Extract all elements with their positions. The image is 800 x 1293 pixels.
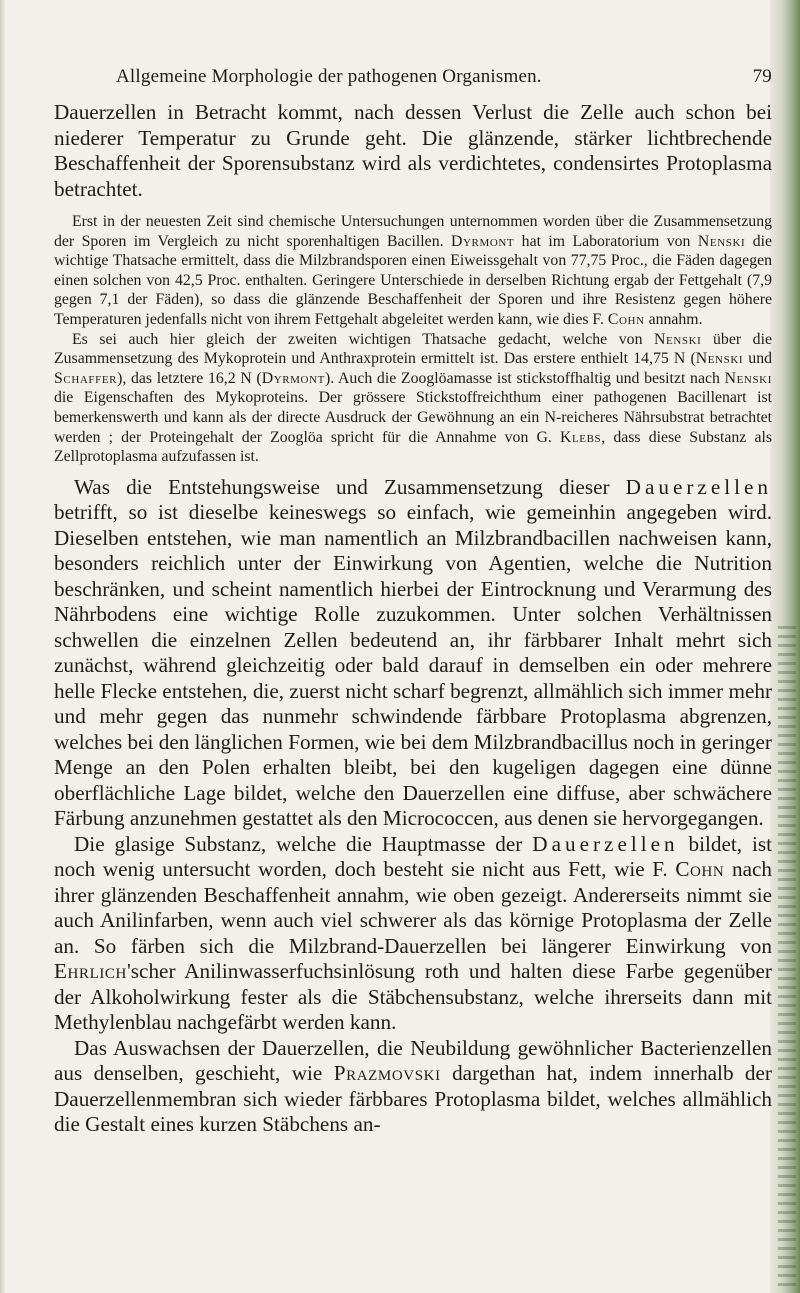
text: Die glasige Substanz, welche die Hauptmasse der (74, 831, 523, 856)
text: dargethan hat, indem innerhalb der Dauerzellenmembran sich wieder färbbares Protoplasma bildet, welches allmählich die Gestalt eines kurzen Stäbchens an- (54, 1061, 772, 1137)
text: und (748, 350, 772, 368)
author-name: Ehrlich (54, 959, 127, 984)
author-name: Dyrmont (450, 232, 515, 250)
small-paragraph-mykoprotein (54, 330, 772, 467)
book-spine-edge (770, 0, 800, 1293)
book-page (54, 66, 772, 1138)
text: annahm. (648, 310, 703, 328)
author-name: Klebs (559, 428, 602, 446)
author-name: Prazmovski (333, 1061, 441, 1086)
paragraph-glasige-substanz (54, 832, 772, 1036)
author-name: Dyrmont (261, 369, 325, 387)
paragraph-sporensubstanz (54, 100, 772, 202)
running-title: Allgemeine Morphologie der pathogenen Organismen. (116, 66, 542, 87)
author-name: Nenski (697, 232, 746, 250)
spaced-term: Dauerzellen (532, 831, 679, 856)
author-name: Schaffer (54, 369, 118, 387)
author-name: Nenski (724, 369, 772, 387)
page-number: 79 (752, 66, 772, 87)
small-paragraph-untersuchungen (54, 212, 772, 330)
text: ). Auch die Zooglöamasse ist stickstoffhaltig und besitzt nach (324, 369, 720, 387)
paragraph-entstehungsweise (54, 475, 772, 832)
text: bildet, ist noch wenig untersucht worden, doch besteht sie nicht aus Fett, wie F. (54, 831, 773, 882)
paragraph-auswachsen (54, 1036, 772, 1138)
text: , dass diese Substanz als Zellprotoplasma aufzufassen ist. (54, 428, 773, 466)
author-name: Cohn (607, 310, 645, 328)
author-name: Nenski (695, 350, 744, 368)
text: ), das letztere 16,2 N ( (117, 369, 262, 387)
text: nach ihrer glänzenden Beschaffenheit annahm, wie oben gezeigt. Andererseits nimmt sie auch Anilinfarben, wenn auch viel schwerer als das körnige Protoplasma der Zelle an. So färben sich die Milzbrand-Dauerzellen bei längerer Einwirkung von (54, 857, 772, 958)
text: Das Auswachsen der Dauerzellen, die Neubildung gewöhnlicher Bacterienzellen aus denselben, geschieht, wie (54, 1035, 772, 1086)
text: Es sei auch hier gleich der zweiten wichtigen Thatsache gedacht, welche von (72, 330, 643, 348)
page-left-shadow (0, 0, 6, 1293)
text: Dauerzellen in Betracht kommt, nach dessen Verlust die Zelle auch schon bei niederer Temperatur zu Grunde geht. Die glänzende, stärker lichtbrechende Beschaffenheit der Sporensubstanz wird als verdichtetes, condensirtes Protoplasma betrachtet. (54, 100, 772, 201)
running-header (54, 66, 772, 100)
text: über die Zusammensetzung des Mykoprotein und Anthraxprotein ermittelt ist. Das erstere enthielt 14,75 N ( (54, 330, 772, 368)
spaced-term: Dauerzellen (625, 474, 773, 499)
spine-texture (778, 620, 796, 1290)
text: betrifft, so ist dieselbe keineswegs so einfach, wie gemeinhin angegeben wird. Dieselben entstehen, wie man namentlich an Milzbrandbacillen nachweisen kann, besonders reichlich unter der Einwirkung von Agentien, welche die Nutrition beschränken, und scheint namentlich hierbei der Eintrocknung und Verarmung des Nährbodens eine wichtige Rolle zuzukommen. Unter solchen Verhältnissen schwellen die einzelnen Zellen bedeutend an, ihr färbbarer Inhalt mehrt sich zunächst, während gleichzeitig oder bald darauf in demselben ein oder mehrere helle Flecke entstehen, die, zuerst nicht scharf begrenzt, allmählich sich immer mehr und mehr gegen das nunmehr schwindende färbbare Protoplasma abgrenzen, welches bei den länglichen Formen, wie bei dem Milzbrandbacillus noch in geringer Menge an den Polen erhalten bleibt, bei den kugeligen dagegen eine dünne oberflächliche Lage bildet, welche den Dauerzellen eine diffuse, aber schwächere Färbung anzunehmen gestattet als den Micrococcen, aus denen sie hervorgegangen. (54, 500, 772, 831)
author-name: Nenski (654, 330, 702, 348)
author-name: Cohn (675, 857, 725, 882)
text: Erst in der neuesten Zeit sind chemische Untersuchungen unternommen worden über die Zusammensetzung der Sporen im Vergleich zu nicht sporenhaltigen Bacillen. (54, 213, 772, 250)
text: hat im Laboratorium von (521, 232, 691, 250)
text: Was die Entstehungsweise und Zusammensetzung dieser (74, 474, 610, 499)
text: 'scher Anilinwasserfuchsinlösung roth und halten diese Farbe gegenüber der Alkoholwirkung fester als die Stäbchensubstanz, welche ihrerseits dann mit Methylenblau nachgefärbt werden kann. (54, 959, 772, 1035)
text: die wichtige Thatsache ermittelt, dass die Milzbrandsporen einen Eiweissgehalt von 77,75 Proc., die Fäden dagegen einen solchen von 42,5 Proc. enthalten. Geringere Unterschiede in derselben Richtung ergab der Fettgehalt (7,9 gegen 7,1 der Fäden), so dass die glänzende Beschaffenheit der Sporen und ihre Resistenz gegen höhere Temperaturen jedenfalls nicht von ihrem Fettgehalt abgeleitet werden kann, wie dies F. (54, 232, 773, 328)
text: die Eigenschaften des Mykoproteins. Der grössere Stickstoffreichthum einer pathogenen Bacillenart ist bemerkenswerth und kann als der directe Ausdruck der Gewöhnung an ein N-reicheres Nährsubstrat betrachtet werden ; der Proteingehalt der Zooglöa spricht für die Annahme von G. (54, 389, 772, 446)
